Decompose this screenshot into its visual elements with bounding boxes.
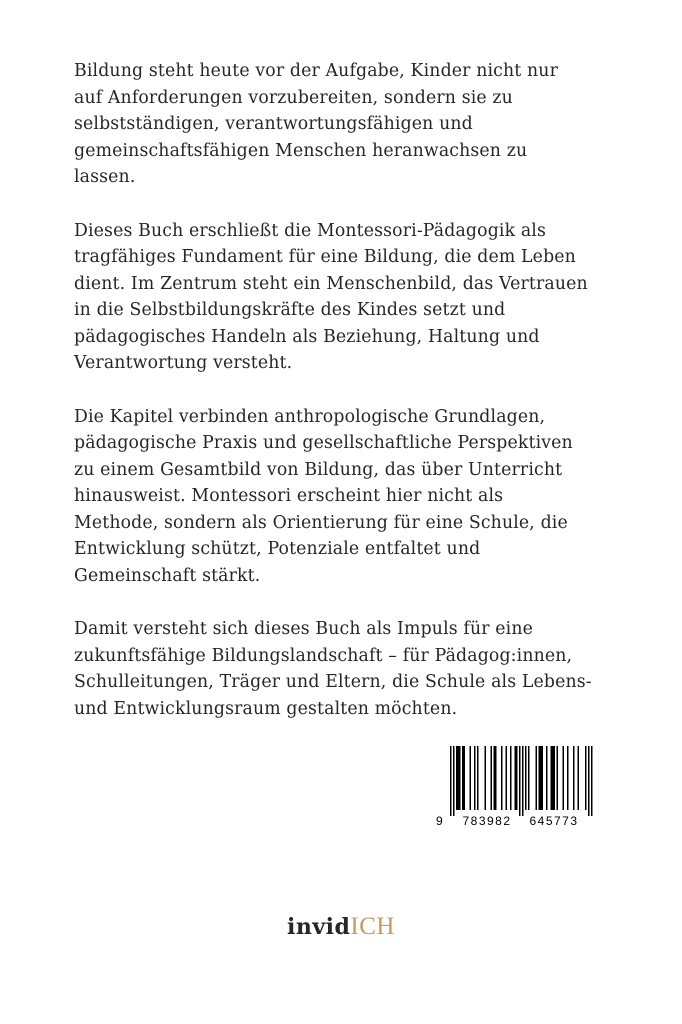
barcode-bar [539,746,541,810]
barcode-bar [450,746,452,816]
barcode-bar [588,746,590,816]
barcode-bar [551,746,553,810]
blurb-text [74,58,626,749]
barcode-bar [495,746,497,810]
barcode-bar [494,746,496,810]
barcode-bar [510,746,512,810]
barcode-digit-lead: 9 [436,814,443,828]
barcode-bar [506,746,508,810]
barcode-bar [525,746,527,810]
blurb-paragraph-4: Damit versteht sich dieses Buch als Impuls für eine zukunftsfähige Bildungslandschaft – für Pädagog:innen, Schulleitungen, Träger und Eltern, die Schule als Lebens- und Entwicklungsraum gestalten möchten. [74,619,592,719]
barcode-bar [591,746,593,816]
blurb-paragraph-3: Die Kapitel verbinden anthropologische Grundlagen, pädagogische Praxis und gesellschaftliche Perspektiven zu einem Gesamtbild von Bildung, das über Unterricht hinausweist. Montessori erscheint hier nicht als Methode, sondern als Orientierung für eine Schule, die Entwicklung schützt, Potenziale entfaltet und Gemeinschaft stärkt. [74,406,573,586]
logo-suffix: ICH [350,913,395,940]
blurb-paragraph-1: Bildung steht heute vor der Aufgabe, Kinder nicht nur auf Anforderungen vorzubereiten, sondern sie zu selbstständigen, verantwortungsfähigen und gemeinschaftsfähigen Menschen heranwachsen zu lassen. [74,61,558,187]
barcode-bar [477,746,479,810]
barcode-bar [501,746,503,810]
barcode-bar [519,746,521,816]
logo-prefix: invid [287,914,351,940]
publisher-logo [0,912,682,943]
barcode-bar [464,746,466,810]
barcode-bar [485,746,487,810]
barcode-bar [546,746,548,810]
barcode-bar [540,746,542,810]
barcode-bar [578,746,580,810]
barcode-bar [470,746,472,810]
barcode-bar [542,746,544,810]
barcode-bar [474,746,476,810]
barcode-bar [573,746,575,810]
barcode-bar [456,746,458,810]
barcode-graphic [432,743,600,829]
barcode-bar [459,746,461,810]
barcode-bar [522,746,524,816]
barcode-bar [458,746,460,810]
barcode-bar [585,746,587,810]
barcode-bar [563,746,565,810]
barcode-bar [554,746,556,810]
blurb-paragraph-2: Dieses Buch erschließt die Montessori-Pädagogik als tragfähiges Fundament für eine Bildung, die dem Leben dient. Im Zentrum steht ein Menschenbild, das Vertrauen in die Selbstbildungskräfte des Kindes setzt und pädagogisches Handeln als Beziehung, Haltung und Verantwortung versteht. [74,220,588,373]
barcode-bar [453,746,455,816]
isbn-barcode [432,743,600,829]
barcode-bar [528,746,530,810]
barcode-bar [515,746,517,810]
barcode-bar [491,746,493,810]
barcode-bar [567,746,569,810]
barcode-bar [557,746,559,810]
barcode-bar [552,746,554,810]
barcode-bar [516,746,518,810]
barcode-bar [536,746,538,810]
barcode-digits-right: 645773 [529,814,579,828]
barcode-digits-left: 783982 [462,814,512,828]
barcode-bar [462,746,464,810]
